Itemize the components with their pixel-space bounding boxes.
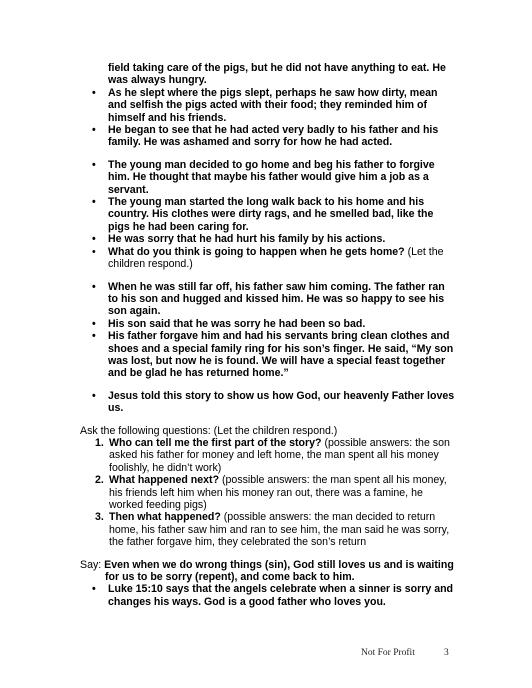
bullet-group-c [0,281,532,380]
text-line: The young man started the long walk back to his home and his [108,196,425,209]
list-item [0,390,532,415]
bullet-group-a [0,62,532,149]
text-line: He began to see that he had acted very badly to his father and his [108,124,439,137]
question-number: 2. [95,474,104,487]
bullet-group-b [0,159,532,271]
list-item [0,330,532,380]
bullet-icon: • [92,389,96,402]
question-number: 1. [95,436,104,449]
list-item [0,124,532,149]
question-number: 3. [95,511,104,524]
bullet-icon: • [92,158,96,171]
text-line [108,246,532,258]
bullet-icon: • [92,280,96,293]
text-line: was lost, but now he is found. We will have a special feast together [108,354,446,367]
answer-text: (possible answers: the son [321,436,450,449]
ask-intro: Ask the following questions: (Let the children respond.) [80,424,338,437]
list-item [0,583,532,608]
text-line: foolishly, he didn’t work) [109,461,222,474]
say-line: for us to be sorry (repent), and come back to him. [105,571,355,584]
bullet-icon: • [92,317,96,330]
text-line: Luke 15:10 says that the angels celebrate when a sinner is sorry and [108,583,454,596]
document-content [0,62,532,608]
say-section [0,559,532,609]
list-item [0,318,532,330]
text-line: us. [108,402,124,415]
text-line: worked feeding pigs) [109,499,207,511]
question-text: Who can tell me the first part of the story? [109,436,322,449]
text-line: him. He thought that maybe his father would give him a job as a [108,171,429,184]
text-line: When he was still far off, his father saw him coming. The father ran [108,280,445,293]
bullet-icon: • [92,583,96,596]
text-line: home, his father saw him and ran to see him, the man said he was sorry, [109,523,450,536]
question-item [0,474,532,511]
text-line: his friends left him when his money ran out, there was a famine, he [109,486,423,499]
list-item [0,87,532,124]
text-line: shoes and a special family ring for his son’s finger. He said, “My son [108,342,454,355]
text-line: Jesus told this story to show us how God, our heavenly Father loves [108,389,455,402]
text-line: His father forgave him and had his servants bring clean clothes and [108,330,450,343]
bullet-icon: • [92,124,96,137]
text-line: and be glad he has returned home.” [108,367,289,380]
say-label: Say: [80,558,105,571]
text-line: pigs he had been caring for. [108,220,249,233]
text-line: The young man decided to go home and beg his father to forgive [108,158,435,171]
text-line: He was sorry that he had hurt his family by his actions. [108,233,386,246]
list-item [0,246,532,271]
text-line: changes his ways. God is a good father who loves you. [108,595,386,608]
text-line: asked his father for money and left home, the man spent all his money [109,449,439,462]
text-line: to his son and hugged and kissed him. He was so happy to see his [108,292,445,305]
bullet-icon: • [92,245,96,258]
text-line [109,474,532,486]
bullet-icon: • [92,196,96,209]
text-line: family. He was ashamed and sorry for how he had acted. [108,136,393,149]
ask-section [0,425,532,549]
say-text: Even when we do wrong things (sin), God still loves us and is waiting [104,558,454,571]
text-line: and selfish the pigs acted with their food; they reminded him of [108,99,428,112]
text-line: son again. [108,305,161,318]
question-text: Then what happened? [109,511,221,524]
answer-text: (possible answers: the man decided to return [220,511,436,524]
text-line: field taking care of the pigs, but he did not have anything to eat. He [108,62,446,74]
bullet-icon: • [92,330,96,343]
question-item [0,437,532,474]
continued-paragraph [0,62,532,87]
list-item [0,196,532,233]
text-line: servant. [108,183,149,196]
bullet-icon: • [92,233,96,246]
question-text: What happened next? [109,474,220,487]
list-item [0,159,532,196]
question-item [0,511,532,548]
text-line: His son said that he was sorry he had been so bad. [108,317,366,330]
page-number: 3 [444,648,449,658]
bullet-group-d [0,390,532,415]
question-text: What do you think is going to happen when he gets home? [108,245,405,258]
list-item [0,281,532,318]
text-line [109,437,532,449]
text-line: country. His clothes were dirty rags, and he smelled bad, like the [108,208,434,221]
text-line [109,511,532,523]
text-line: children respond.) [108,258,193,271]
bullet-icon: • [92,86,96,99]
footer-text: Not For Profit [361,648,415,658]
answer-text: (possible answers: the man spent all his money, [219,474,447,487]
text-line: himself and his friends. [108,111,227,124]
text-line: was always hungry. [108,74,207,87]
instruction-text: (Let the [404,245,444,258]
text-line: the father forgave him, they celebrated the son’s return [109,536,367,549]
say-line [0,559,532,571]
list-item [0,233,532,245]
text-line: As he slept where the pigs slept, perhaps he saw how dirty, mean [108,86,438,99]
